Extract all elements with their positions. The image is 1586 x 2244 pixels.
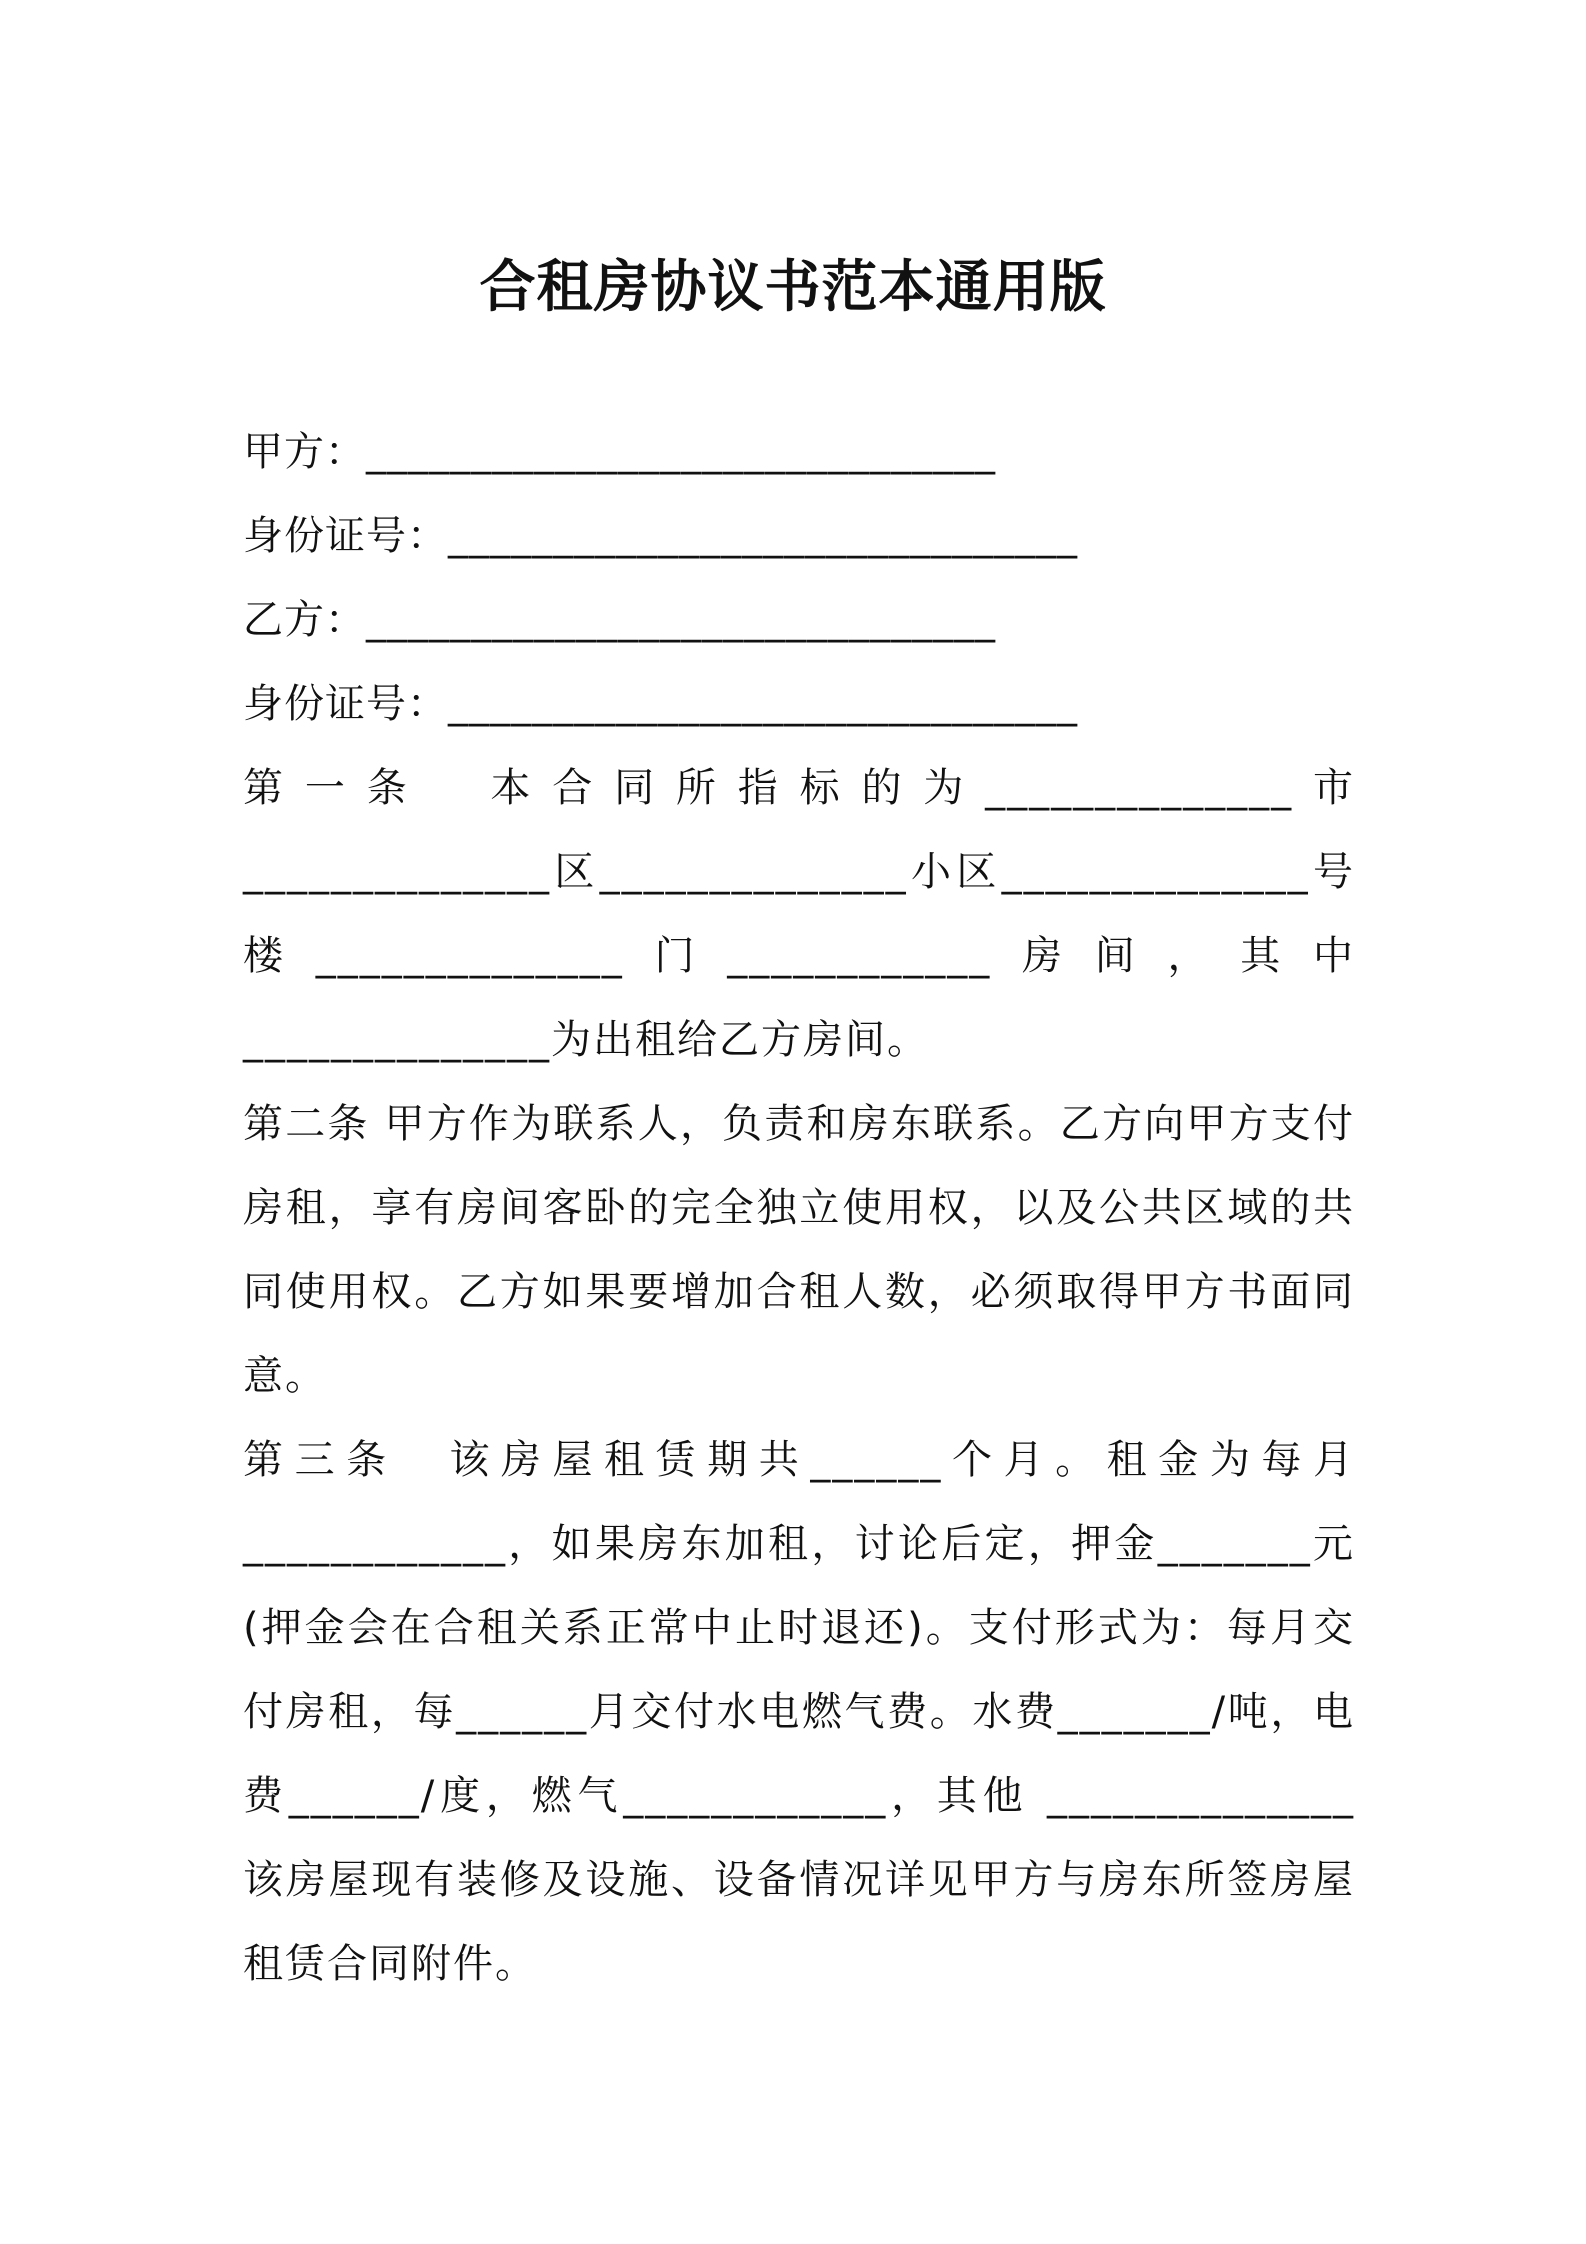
party-a-line (243, 410, 1355, 494)
party-a-label: 甲方： (243, 429, 366, 475)
party-b-id-line (243, 662, 1355, 746)
party-a-id-blank: ______________________________ (448, 513, 1078, 559)
party-b-line (243, 578, 1355, 662)
party-a-blank: ______________________________ (366, 429, 996, 475)
clause-3: 第三条 该房屋租赁期共______个月。租金为每月____________，如果房东加租，讨论后定，押金_______元(押金会在合租关系正常中止时退还)。支付形式为：每月交付房租，每______月交付水电燃气费。水费_______/吨，电费______/度，燃气____________，其他 ______________该房屋现有装修及设施、设备情况详见甲方与房东所签房屋租赁合同附件。 (243, 1437, 1355, 1987)
party-b-id-blank: ______________________________ (448, 681, 1078, 727)
party-b-id-label: 身份证号： (243, 681, 448, 727)
party-a-id-line (243, 494, 1355, 578)
party-a-id-label: 身份证号： (243, 513, 448, 559)
clause-2: 第二条 甲方作为联系人，负责和房东联系。乙方向甲方支付房租，享有房间客卧的完全独立使用权，以及公共区域的共同使用权。乙方如果要增加合租人数，必须取得甲方书面同意。 (243, 1101, 1355, 1399)
party-b-label: 乙方： (243, 597, 366, 643)
document-title: 合租房协议书范本通用版 (479, 255, 1107, 320)
document-body (243, 410, 1355, 2006)
party-b-blank: ______________________________ (366, 597, 996, 643)
clause-1: 第一条 本合同所指标的为______________市______________区______________小区______________号楼______________门____________房间，其中______________为出租给乙方房间。 (243, 765, 1355, 1063)
